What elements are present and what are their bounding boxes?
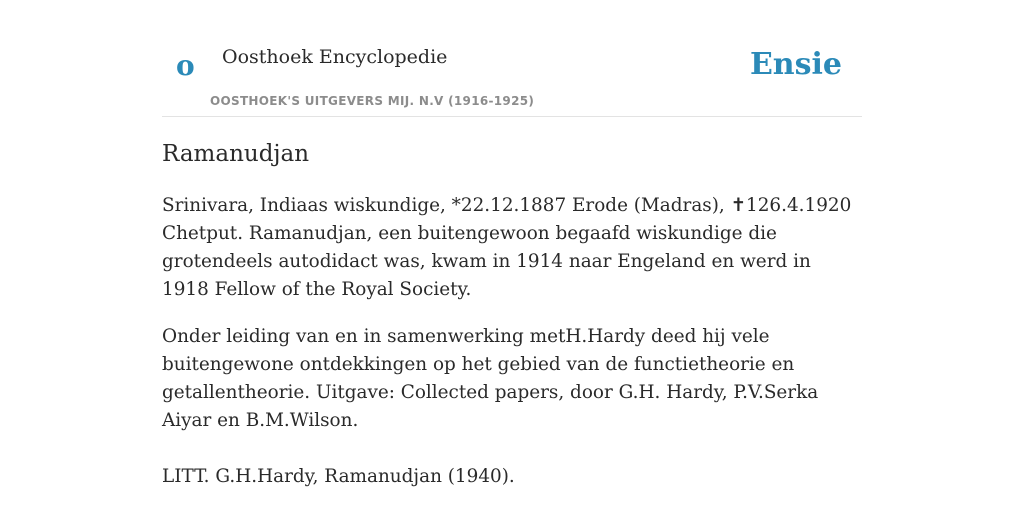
article [162, 138, 862, 491]
site-header [162, 0, 862, 117]
entry-title: Ramanudjan [162, 141, 310, 167]
logo-icon[interactable]: o [176, 49, 195, 82]
literature-reference: LITT. G.H.Hardy, Ramanudjan (1940). [162, 466, 515, 487]
publisher-subtitle: OOSTHOEK'S UITGEVERS MIJ. N.V (1916-1925) [210, 94, 535, 108]
ensie-brand-link[interactable]: Ensie [749, 47, 842, 82]
entry-paragraph: Srinivara, Indiaas wiskundige, *22.12.1887 Erode (Madras), ✝126.4.1920 Chetput. Ramanudjan, een buitengewoon begaafd wiskundige die grotendeels autodidact was, kwam in 1914 naar Engeland en werd in 1918 Fellow of the Royal Society. [162, 195, 852, 300]
entry-paragraph: Onder leiding van en in samenwerking metH.Hardy deed hij vele buitengewone ontdekkingen op het gebied van de functietheorie en getallentheorie. Uitgave: Collected papers, door G.H. Hardy, P.V.Serka Aiyar en B.M.Wilson. [162, 326, 819, 431]
site-title[interactable]: Oosthoek Encyclopedie [222, 46, 448, 68]
